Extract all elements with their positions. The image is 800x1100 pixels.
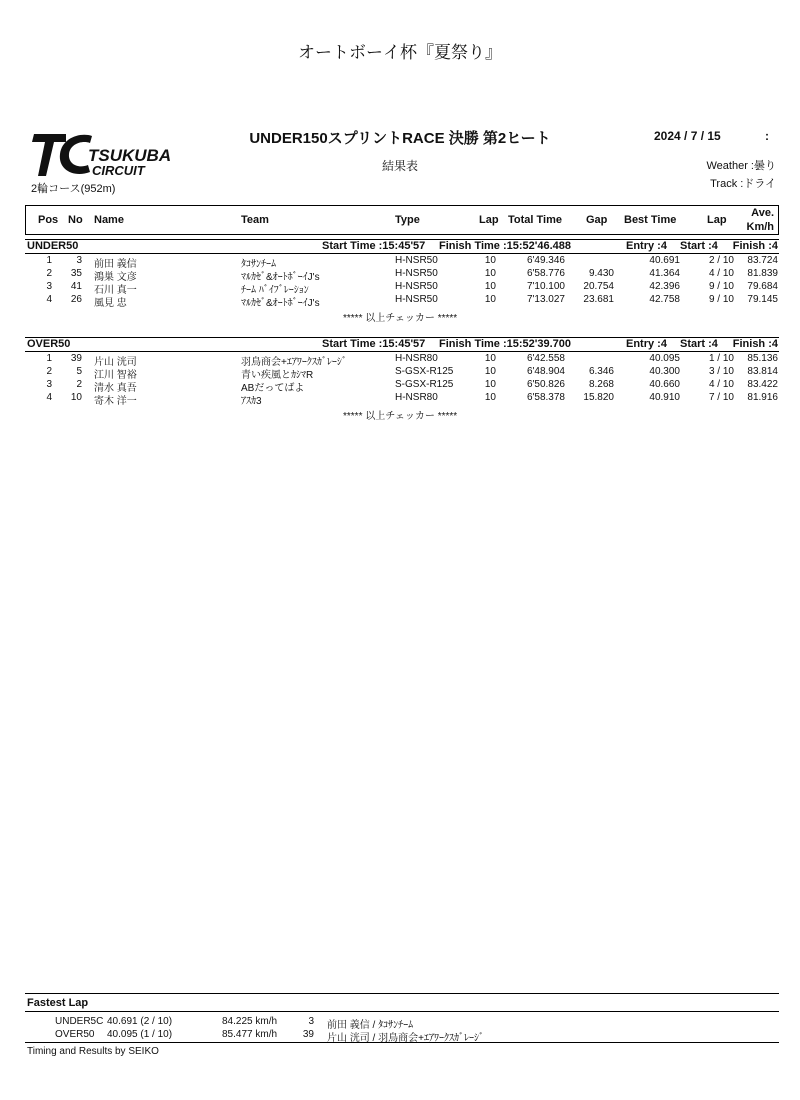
cell-best: 40.095: [649, 353, 680, 364]
cell-lap: 10: [484, 353, 496, 364]
weather: Weather :曇り: [706, 160, 776, 172]
class-name: OVER50: [27, 338, 71, 350]
cell-no: 26: [70, 294, 82, 305]
fastest-lap-rule: [25, 1011, 779, 1012]
result-label: 結果表: [381, 159, 418, 173]
start-time: Start Time :15:45'57: [322, 240, 426, 252]
fastest-lap-title: Fastest Lap: [27, 997, 89, 1009]
cell-name: 前田 義信: [94, 259, 137, 270]
finish-count: Finish :4: [732, 338, 778, 350]
cell-best: 40.300: [649, 366, 680, 377]
start-count: Start :4: [680, 338, 718, 350]
cell-best-lap: 7 / 10: [708, 392, 734, 403]
header-no: No: [68, 214, 83, 226]
cell-gap: 9.430: [588, 268, 614, 279]
cell-best: 42.758: [649, 294, 680, 305]
class-header-rule: [25, 253, 779, 254]
cell-type: S-GSX-R125: [395, 379, 454, 390]
cell-type: H-NSR50: [395, 268, 438, 279]
cell-best: 41.364: [649, 268, 680, 279]
track-condition: Track :ドライ: [710, 178, 776, 190]
cell-pos: 4: [46, 294, 52, 305]
cell-best: 40.691: [649, 255, 680, 266]
cell-best-lap: 2 / 10: [708, 255, 734, 266]
header-gap: Gap: [586, 214, 608, 226]
cell-speed: 85.136: [747, 353, 778, 364]
fastest-lap-cls: OVER50: [55, 1029, 95, 1040]
cell-best-lap: 9 / 10: [708, 281, 734, 292]
cell-lap: 10: [484, 255, 496, 266]
fastest-lap-speed: 84.225 km/h: [222, 1016, 278, 1027]
header-best-lap: Lap: [707, 214, 727, 226]
fastest-lap-time: 40.691 (2 / 10): [107, 1016, 173, 1027]
cell-team: ｱｽｶ3: [241, 396, 262, 407]
cell-total: 6'48.904: [526, 366, 565, 377]
footer-rule: [25, 1042, 779, 1043]
cell-best-lap: 1 / 10: [708, 353, 734, 364]
cell-gap: 15.820: [583, 392, 614, 403]
cell-name: 寄木 洋一: [94, 396, 137, 407]
cell-name: 江川 智裕: [94, 370, 137, 381]
cell-speed: 83.814: [747, 366, 778, 377]
cell-pos: 4: [46, 392, 52, 403]
cell-total: 6'50.826: [526, 379, 565, 390]
header-best-time: Best Time: [624, 214, 677, 226]
entry-count: Entry :4: [626, 338, 667, 350]
start-time: Start Time :15:45'57: [322, 338, 426, 350]
cell-no: 2: [76, 379, 82, 390]
cell-type: H-NSR50: [395, 294, 438, 305]
cell-type: H-NSR50: [395, 255, 438, 266]
cell-best: 40.660: [649, 379, 680, 390]
cell-no: 35: [70, 268, 82, 279]
cell-speed: 79.684: [747, 281, 778, 292]
cell-lap: 10: [484, 392, 496, 403]
cell-total: 7'10.100: [526, 281, 565, 292]
class-name: UNDER50: [27, 240, 79, 252]
course-label: 2輪コース(952m): [31, 183, 116, 195]
document-title: オートボーイ杯『夏祭り』: [298, 43, 502, 62]
header-total-time: Total Time: [508, 214, 562, 226]
cell-name: 鴻巣 文彦: [94, 272, 137, 283]
race-date: 2024 / 7 / 15: [654, 129, 721, 143]
cell-team: ﾀｺｻﾝﾁｰﾑ: [241, 259, 276, 270]
finish-time: Finish Time :15:52'39.700: [439, 338, 572, 350]
cell-pos: 3: [46, 379, 52, 390]
cell-no: 5: [76, 366, 82, 377]
cell-speed: 81.916: [747, 392, 778, 403]
cell-no: 3: [76, 255, 82, 266]
cell-name: 石川 真一: [94, 285, 137, 296]
logo-sub: CIRCUIT: [92, 163, 145, 178]
cell-speed: 81.839: [747, 268, 778, 279]
cell-best-lap: 3 / 10: [708, 366, 734, 377]
cell-pos: 2: [46, 268, 52, 279]
cell-type: H-NSR50: [395, 281, 438, 292]
cell-best-lap: 9 / 10: [708, 294, 734, 305]
cell-name: 風見 忠: [94, 298, 127, 309]
cell-speed: 83.724: [747, 255, 778, 266]
fastest-lap-rider: 前田 義信 / ﾀｺｻﾝﾁｰﾑ: [327, 1020, 414, 1031]
cell-speed: 79.145: [747, 294, 778, 305]
cell-pos: 1: [46, 255, 52, 266]
cell-pos: 2: [46, 366, 52, 377]
cell-team: ABだってばよ: [241, 383, 305, 394]
finish-count: Finish :4: [732, 240, 778, 252]
cell-total: 6'58.378: [526, 392, 565, 403]
tsukuba-circuit-logo: [30, 130, 210, 180]
cell-team: ﾏﾙｶｾﾞ&ｵｰﾄﾎﾞｰｲJ's: [241, 272, 320, 283]
header-name: Name: [94, 214, 124, 226]
fastest-lap-rider: 片山 洸司 / 羽鳥商会+ｴｱﾜｰｸｽｶﾞﾚｰｼﾞ: [327, 1033, 484, 1044]
fastest-lap-cls: UNDER5C: [55, 1016, 104, 1027]
header-ave: Ave.: [751, 207, 774, 219]
cell-best-lap: 4 / 10: [708, 268, 734, 279]
cell-lap: 10: [484, 379, 496, 390]
cell-total: 6'58.776: [526, 268, 565, 279]
time-colon: :: [765, 129, 769, 143]
cell-best-lap: 4 / 10: [708, 379, 734, 390]
cell-pos: 3: [46, 281, 52, 292]
cell-lap: 10: [484, 294, 496, 305]
cell-gap: 8.268: [588, 379, 614, 390]
cell-type: S-GSX-R125: [395, 366, 454, 377]
cell-lap: 10: [484, 366, 496, 377]
cell-no: 41: [70, 281, 82, 292]
fastest-lap-speed: 85.477 km/h: [222, 1029, 278, 1040]
cell-team: 青い疾風とｶｼﾏR: [241, 370, 314, 381]
header-pos: Pos: [38, 214, 59, 226]
header-team: Team: [241, 214, 269, 226]
cell-team: ﾁｰﾑ ﾊﾞｲﾌﾞﾚｰｼｮﾝ: [241, 285, 309, 296]
header-lap: Lap: [479, 214, 499, 226]
cell-team: ﾏﾙｶｾﾞ&ｵｰﾄﾎﾞｰｲJ's: [241, 298, 320, 309]
cell-lap: 10: [484, 281, 496, 292]
cell-lap: 10: [484, 268, 496, 279]
cell-best: 40.910: [649, 392, 680, 403]
cell-speed: 83.422: [747, 379, 778, 390]
cell-name: 片山 洸司: [94, 357, 137, 368]
cell-gap: 20.754: [583, 281, 614, 292]
checker-note: ***** 以上チェッカー *****: [343, 313, 458, 324]
fastest-lap-time: 40.095 (1 / 10): [107, 1029, 173, 1040]
fastest-lap-no: 3: [308, 1016, 314, 1027]
cell-name: 清水 真吾: [94, 383, 137, 394]
cell-team: 羽鳥商会+ｴｱﾜｰｸｽｶﾞﾚｰｼﾞ: [241, 357, 347, 368]
cell-total: 6'42.558: [526, 353, 565, 364]
cell-no: 39: [70, 353, 82, 364]
header-kmh: Km/h: [746, 221, 774, 233]
cell-type: H-NSR80: [395, 392, 438, 403]
race-title: UNDER150スプリントRACE 決勝 第2ヒート: [249, 130, 551, 147]
fastest-lap-top-rule: [25, 993, 779, 994]
timing-credit: Timing and Results by SEIKO: [27, 1046, 159, 1057]
cell-total: 7'13.027: [526, 294, 565, 305]
cell-total: 6'49.346: [526, 255, 565, 266]
start-count: Start :4: [680, 240, 718, 252]
fastest-lap-no: 39: [302, 1029, 314, 1040]
cell-pos: 1: [46, 353, 52, 364]
cell-gap: 23.681: [583, 294, 614, 305]
class-header-rule: [25, 351, 779, 352]
cell-type: H-NSR80: [395, 353, 438, 364]
finish-time: Finish Time :15:52'46.488: [439, 240, 572, 252]
header-type: Type: [395, 214, 420, 226]
cell-gap: 6.346: [588, 366, 614, 377]
cell-best: 42.396: [649, 281, 680, 292]
cell-no: 10: [70, 392, 82, 403]
checker-note: ***** 以上チェッカー *****: [343, 411, 458, 422]
logo-brand: TSUKUBA: [88, 146, 172, 165]
entry-count: Entry :4: [626, 240, 667, 252]
